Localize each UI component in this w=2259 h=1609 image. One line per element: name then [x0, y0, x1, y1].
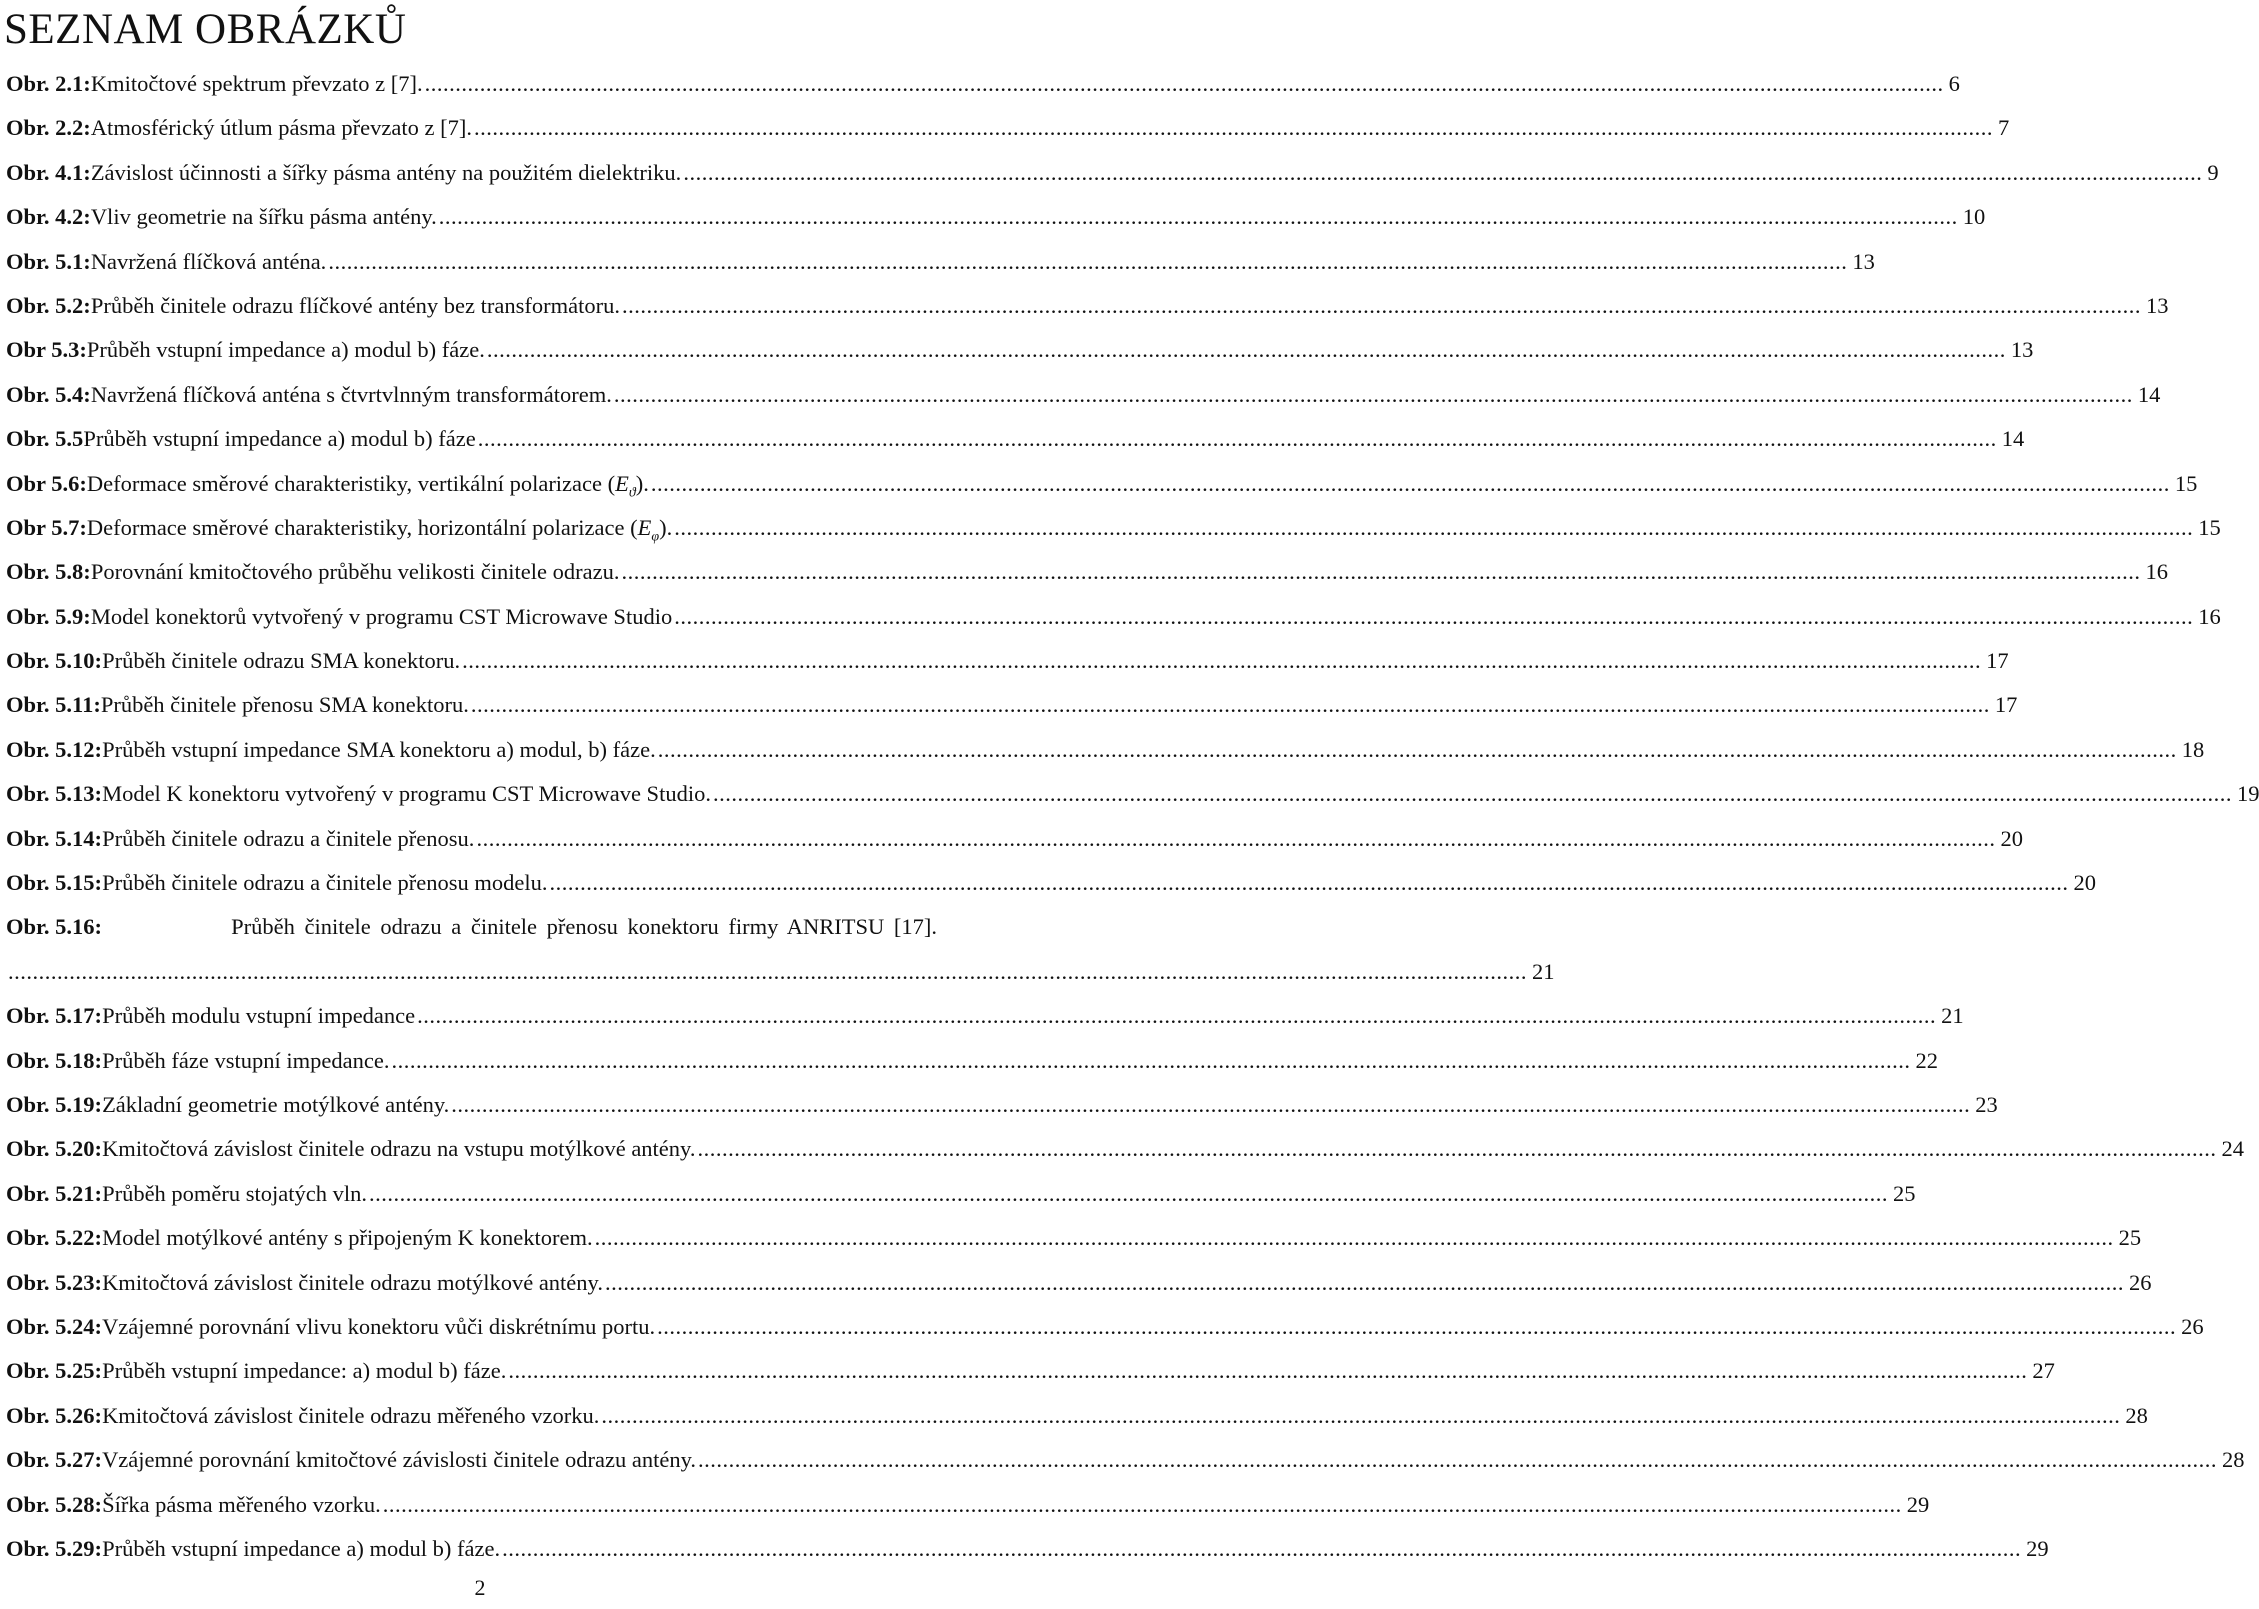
dot-leader [674, 517, 2193, 540]
toc-entry[interactable] [6, 550, 2168, 594]
figure-title-text: Navržená flíčková anténa s čtvrtvlnným transformátorem. [90, 381, 612, 407]
toc-entry[interactable] [6, 195, 1986, 239]
toc-entry[interactable] [6, 1305, 2204, 1349]
toc-entry[interactable] [6, 151, 2219, 195]
figure-number: Obr. 5.9: [6, 603, 91, 629]
figure-title [102, 639, 460, 683]
page-reference: 19 [2236, 781, 2259, 807]
toc-entry[interactable] [6, 728, 2205, 772]
figure-title-text: Vzájemné porovnání kmitočtové závislosti činitele odrazu antény. [102, 1447, 697, 1473]
dot-leader [487, 339, 2006, 362]
figure-number: Obr. 5.19: [6, 1091, 103, 1117]
dot-leader [462, 650, 1981, 673]
figure-number: Obr. 2.1: [6, 71, 91, 96]
toc-entry-line [6, 905, 937, 949]
figure-title-text: Průběh vstupní impedance a) modul b) fáze [83, 426, 476, 452]
figure-title [102, 1483, 381, 1527]
figure-title [102, 1349, 506, 1393]
figure-number: Obr. 2.2: [6, 115, 91, 141]
page-title: SEZNAM OBRÁZKŮ [4, 6, 407, 53]
figure-title [91, 62, 423, 106]
figure-title-text: Kmitočtová závislost činitele odrazu motýlkové antény. [102, 1269, 603, 1295]
dot-leader [713, 783, 2232, 806]
figure-title-text: Vliv geometrie na šířku pásma antény. [90, 204, 437, 230]
list-of-figures [6, 62, 2259, 1571]
dot-leader [391, 1050, 1910, 1073]
toc-entry[interactable] [6, 1483, 1930, 1527]
figure-title-end: ). [659, 514, 673, 540]
toc-entry[interactable] [6, 417, 2025, 461]
figure-title-text: Průběh činitele přenosu SMA konektoru. [100, 692, 469, 718]
dot-leader [657, 1316, 2176, 1339]
figure-title [91, 373, 612, 417]
toc-entry[interactable] [6, 994, 1964, 1038]
page-reference: 14 [2137, 381, 2161, 407]
toc-entry[interactable] [6, 1261, 2152, 1305]
page-reference: 10 [1962, 204, 1986, 230]
figure-number: Obr. 5.26: [6, 1402, 103, 1428]
page-reference: 23 [1975, 1091, 1998, 1117]
figure-number: Obr 5.6: [6, 470, 87, 496]
figure-title [102, 861, 547, 905]
figure-title [91, 106, 472, 150]
dot-leader [383, 1494, 1902, 1517]
dot-leader [697, 1138, 2216, 1161]
figure-title-text: Model K konektoru vytvořený v programu CST Microwave Studio. [102, 781, 711, 807]
dot-leader [651, 473, 2170, 496]
figure-number: Obr. 5.17: [6, 1003, 103, 1029]
figure-title-end: ). [635, 470, 649, 496]
page-reference: 24 [2221, 1136, 2244, 1162]
dot-leader [425, 73, 1944, 96]
dot-leader [550, 872, 2069, 895]
dot-leader [508, 1360, 2027, 1383]
figure-title-text: Základní geometrie motýlkové antény. [102, 1091, 450, 1117]
figure-number: Obr. 5.12: [6, 736, 103, 762]
page-reference: 28 [2222, 1447, 2245, 1473]
toc-entry[interactable] [6, 595, 2221, 639]
figure-number: Obr. 5.4: [6, 381, 91, 407]
figure-number: Obr 5.3: [6, 337, 87, 363]
figure-number: Obr. 5.1: [6, 248, 91, 274]
figure-title [91, 151, 682, 195]
figure-title-text: Průběh činitele odrazu a činitele přenosu. [102, 825, 475, 851]
toc-entry[interactable] [6, 373, 2161, 417]
figure-title-text: Závislost účinnosti a šířky pásma antény na použitém dielektriku. [90, 159, 682, 185]
figure-number: Obr. 5.13: [6, 781, 103, 807]
figure-number: Obr. 5.21: [6, 1180, 103, 1206]
figure-title [102, 1394, 599, 1438]
figure-number: Obr. 5.14: [6, 825, 103, 851]
page-reference: 21 [1532, 958, 1555, 984]
figure-number: Obr. 5.8: [6, 559, 91, 585]
figure-title [102, 1527, 500, 1571]
toc-entry[interactable] [6, 240, 1875, 284]
figure-title-text: Model konektorů vytvořený v programu CST Microwave Studio [90, 603, 673, 629]
figure-title-text: Průběh vstupní impedance a) modul b) fáze. [102, 1535, 501, 1561]
figure-number: Obr. 5.11: [6, 692, 101, 718]
figure-title [102, 772, 711, 816]
figure-number: Obr. 4.2: [6, 204, 91, 230]
toc-entry[interactable] [6, 639, 2009, 683]
figure-title [91, 284, 620, 328]
dot-leader [451, 1094, 1970, 1117]
figure-title [87, 506, 672, 550]
figure-number: Obr. 5.15: [6, 870, 103, 896]
figure-title-text: Průběh činitele odrazu SMA konektoru. [102, 648, 461, 674]
page-reference: 29 [1906, 1491, 1930, 1517]
toc-entry[interactable] [6, 506, 2221, 550]
figure-number: Obr. 5.24: [6, 1313, 103, 1339]
figure-title-text: Vzájemné porovnání vlivu konektoru vůči diskrétnímu portu. [102, 1313, 656, 1339]
figure-number: Obr. 5.29: [6, 1535, 103, 1561]
dot-leader [595, 1227, 2114, 1250]
figure-title-text: Průběh fáze vstupní impedance. [102, 1047, 390, 1073]
page-reference: 15 [2198, 514, 2221, 540]
figure-title [102, 1438, 696, 1482]
page-reference: 18 [2181, 736, 2205, 762]
toc-entry[interactable] [6, 1527, 2049, 1571]
dot-leader [417, 1005, 1936, 1028]
page-reference: 26 [2181, 1313, 2204, 1339]
figure-title-text: Průběh poměru stojatých vln. [102, 1180, 368, 1206]
figure-title [102, 1127, 695, 1171]
field-symbol: E [615, 470, 629, 496]
figure-title [87, 462, 649, 506]
figure-number: Obr. 5.16: [6, 914, 103, 940]
figure-title [102, 1261, 603, 1305]
dot-leader [471, 694, 1990, 717]
figure-number: Obr. 5.28: [6, 1491, 103, 1517]
figure-number: Obr. 5.25: [6, 1358, 103, 1384]
figure-title-text: Průběh vstupní impedance: a) modul b) fáze. [102, 1358, 507, 1384]
page-reference: 13 [2145, 292, 2169, 318]
figure-number: Obr. 5.18: [6, 1047, 103, 1073]
figure-title-text: Deformace směrové charakteristiky, horizontální polarizace ( [86, 514, 638, 540]
field-symbol: E [637, 514, 652, 540]
figure-title [91, 550, 620, 594]
toc-entry[interactable] [6, 284, 2169, 328]
dot-leader [622, 295, 2141, 318]
toc-entry[interactable] [6, 683, 2018, 727]
figure-number: Obr 5.7: [6, 514, 87, 540]
figure-title-text: Kmitočtová závislost činitele odrazu na vstupu motýlkové antény. [102, 1136, 696, 1162]
figure-number: Obr. 4.1: [6, 159, 91, 185]
page-reference: 16 [2198, 603, 2221, 629]
figure-title [91, 240, 327, 284]
page-reference: 22 [1915, 1047, 1938, 1073]
dot-leader [439, 206, 1958, 229]
page-reference: 25 [1893, 1180, 1916, 1206]
toc-entry[interactable] [6, 1394, 2148, 1438]
toc-entry[interactable] [6, 861, 2097, 905]
figure-title [87, 328, 485, 372]
field-subscript: ϑ [628, 485, 636, 501]
figure-number: Obr. 5.23: [6, 1269, 103, 1295]
toc-entry-continuation[interactable] [6, 950, 1555, 994]
dot-leader [658, 739, 2177, 762]
figure-title [102, 994, 415, 1038]
figure-title [102, 728, 656, 772]
figure-number: Obr. 5.2: [6, 292, 91, 318]
figure-title [83, 417, 475, 461]
toc-entry[interactable] [6, 328, 2034, 372]
page-reference: 13 [2010, 337, 2034, 363]
figure-title-text: Atmosférický útlum pásma převzato z [7]. [90, 115, 472, 141]
page-reference: 20 [2073, 870, 2097, 896]
page-reference: 17 [1986, 648, 2009, 674]
figure-title [102, 817, 474, 861]
figure-title-text: Průběh vstupní impedance a) modul b) fáze. [86, 337, 485, 363]
figure-title [102, 1083, 449, 1127]
toc-entry[interactable] [6, 462, 2198, 506]
dot-leader [502, 1538, 2021, 1561]
dot-leader [683, 162, 2202, 185]
toc-entry[interactable] [6, 772, 2259, 816]
page-reference: 21 [1941, 1003, 1964, 1029]
figure-title-text: Průběh činitele odrazu flíčkové antény bez transformátoru. [90, 292, 620, 318]
figure-number: Obr. 5.22: [6, 1225, 103, 1251]
dot-leader [474, 117, 1993, 140]
toc-entry[interactable] [6, 905, 937, 949]
toc-entry[interactable] [6, 817, 2023, 861]
figure-title-text: Průběh činitele odrazu a činitele přenosu modelu. [102, 870, 548, 896]
figure-title-text: Navržená flíčková anténa. [90, 248, 327, 274]
figure-title [102, 1216, 593, 1260]
dot-leader [478, 428, 1997, 451]
page-reference: 13 [1852, 248, 1875, 274]
page-reference: 28 [2125, 1402, 2148, 1428]
figure-title-text: Průběh modulu vstupní impedance [102, 1003, 416, 1029]
page-reference: 15 [2174, 470, 2198, 496]
toc-entry[interactable] [6, 1172, 1916, 1216]
page-reference: 20 [2000, 825, 2023, 851]
figure-title [91, 195, 437, 239]
page-reference: 26 [2128, 1269, 2152, 1295]
toc-entry[interactable] [6, 1216, 2142, 1260]
figure-title [102, 1172, 367, 1216]
dot-leader [614, 384, 2133, 407]
figure-title-text: Model motýlkové antény s připojeným K konektorem. [102, 1225, 593, 1251]
page-reference: 14 [2001, 426, 2025, 452]
figure-number: Obr. 5.10: [6, 648, 103, 674]
figure-title-text: Kmitočtové spektrum převzato z [7]. [90, 71, 423, 96]
page-reference: 27 [2032, 1358, 2055, 1384]
toc-entry[interactable] [6, 1349, 2055, 1393]
dot-leader [601, 1405, 2120, 1428]
toc-entry[interactable] [6, 1438, 2245, 1482]
toc-entry[interactable] [6, 1083, 1998, 1127]
page-reference: 16 [2145, 559, 2168, 585]
toc-entry[interactable] [6, 62, 1960, 106]
page-number: 2 [474, 1575, 486, 1600]
toc-entry[interactable] [6, 1039, 1938, 1083]
figure-title-text: Šířka pásma měřeného vzorku. [102, 1491, 381, 1517]
figure-number: Obr. 5.20: [6, 1136, 103, 1162]
dot-leader [369, 1183, 1888, 1206]
figure-title: Průběh činitele odrazu a činitele přenosu konektoru firmy ANRITSU [17]. [231, 914, 937, 940]
figure-title [101, 683, 469, 727]
dot-leader [476, 828, 1995, 851]
page-reference: 17 [1994, 692, 2018, 718]
dot-leader [674, 606, 2193, 629]
toc-entry[interactable] [6, 106, 2010, 150]
figure-title [102, 1039, 389, 1083]
field-subscript: φ [651, 529, 660, 545]
page-reference: 7 [1997, 115, 2010, 141]
dot-leader [698, 1449, 2217, 1472]
figure-number: Obr. 5.5 [6, 426, 84, 452]
page-reference: 6 [1948, 71, 1960, 96]
page-reference: 9 [2207, 159, 2219, 185]
dot-leader [8, 961, 1527, 984]
figure-title-text: Průběh vstupní impedance SMA konektoru a) modul, b) fáze. [102, 736, 656, 762]
dot-leader [621, 561, 2140, 584]
dot-leader [328, 251, 1847, 274]
figure-title [91, 595, 672, 639]
page-reference: 29 [2026, 1535, 2049, 1561]
page-reference: 25 [2118, 1225, 2142, 1251]
figure-number: Obr. 5.27: [6, 1447, 103, 1473]
dot-leader [605, 1272, 2124, 1295]
figure-title-text: Deformace směrové charakteristiky, vertikální polarizace ( [86, 470, 616, 496]
figure-title-text: Porovnání kmitočtového průběhu velikosti činitele odrazu. [90, 559, 620, 585]
figure-title [102, 1305, 655, 1349]
toc-entry[interactable] [6, 1127, 2244, 1171]
figure-title-text: Kmitočtová závislost činitele odrazu měřeného vzorku. [102, 1402, 600, 1428]
